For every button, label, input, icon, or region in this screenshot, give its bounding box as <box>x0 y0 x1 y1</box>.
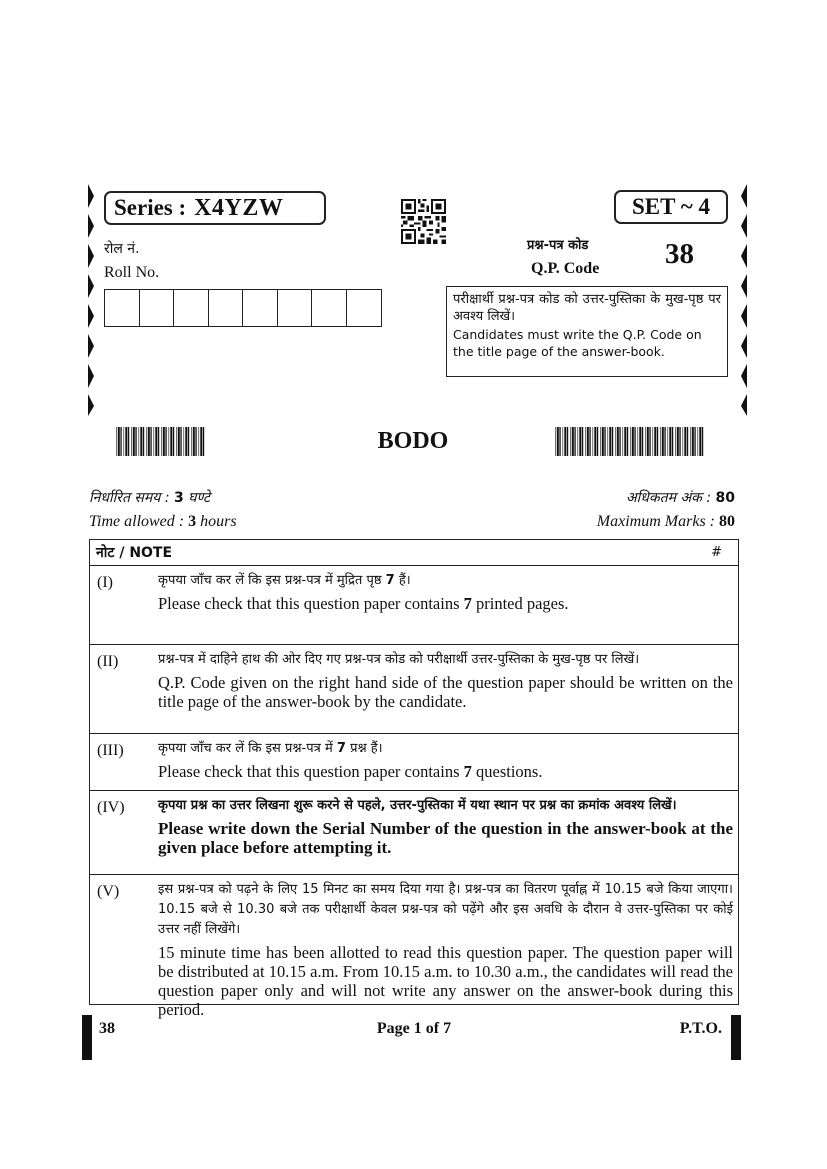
note-english-text: Please check that this question paper contains 7 questions. <box>158 762 543 781</box>
barcode-stripe <box>118 427 120 456</box>
footer-pto: P.T.O. <box>679 1020 722 1037</box>
barcode-stripe <box>597 427 598 456</box>
roll-digit-box <box>278 290 313 326</box>
barcode-stripe <box>184 427 185 456</box>
note-hindi-text: प्रश्न-पत्र में दाहिने हाथ की ओर दिए गए प्रश्न-पत्र कोड को परीक्षार्थी उत्तर-पुस्तिका के मुख-पृष्ठ पर लिखें। <box>158 652 640 667</box>
barcode-stripe <box>120 427 121 456</box>
note-english-text: 15 minute time has been allotted to read this question paper. The question paper will be distributed at 10.15 a.m. From 10.15 a.m. to 10.30 a.m., the candidates will read the question paper only and will not write any answer on the answer-book during this period. <box>158 943 733 1019</box>
note-item <box>90 645 738 734</box>
barcode-stripe <box>582 427 583 456</box>
barcode-left-icon <box>116 427 206 456</box>
barcode-stripe <box>563 427 564 456</box>
time-allowed-english: Time allowed : 3 hours <box>89 513 237 530</box>
barcode-stripe <box>660 427 661 456</box>
roll-digit-box <box>174 290 209 326</box>
barcode-stripe <box>131 427 132 456</box>
barcode-right-icon <box>555 427 705 456</box>
barcode-stripe <box>170 427 172 456</box>
barcode-stripe <box>178 427 180 456</box>
barcode-stripe <box>593 427 594 456</box>
qp-code-number: 38 <box>665 238 694 270</box>
notes-table <box>89 539 739 1019</box>
barcode-stripe <box>702 427 703 456</box>
barcode-stripe <box>649 427 650 456</box>
barcode-stripe <box>684 427 686 456</box>
qr-code-icon <box>401 199 446 244</box>
barcode-stripe <box>191 427 192 456</box>
barcode-stripe <box>619 427 620 456</box>
barcode-stripe <box>572 427 574 456</box>
barcode-stripe <box>687 427 688 456</box>
barcode-stripe <box>169 427 170 456</box>
barcode-stripe <box>630 427 631 456</box>
note-number: (III) <box>97 742 124 759</box>
maximum-marks-hindi: अधिकतम अंक : 80 <box>625 490 735 506</box>
barcode-stripe <box>589 427 590 456</box>
barcode-stripe <box>124 427 125 456</box>
barcode-stripe <box>638 427 639 456</box>
barcode-stripe <box>683 427 684 456</box>
barcode-stripe <box>125 427 127 456</box>
barcode-stripe <box>624 427 626 456</box>
note-number: (II) <box>97 653 119 670</box>
barcode-stripe <box>604 427 605 456</box>
barcode-stripe <box>555 427 556 456</box>
barcode-stripe <box>609 427 611 456</box>
barcode-stripe <box>557 427 559 456</box>
barcode-stripe <box>653 427 654 456</box>
roll-no-hindi-label: रोल नं. <box>104 241 140 257</box>
note-hindi-text: कृपया जाँच कर लें कि इस प्रश्न-पत्र में 7 प्रश्न हैं। <box>158 741 383 756</box>
qp-code-hindi-label: प्रश्न-पत्र कोड <box>527 238 589 253</box>
barcode-stripe <box>668 427 669 456</box>
barcode-stripe <box>612 427 613 456</box>
barcode-stripe <box>133 427 135 456</box>
barcode-stripe <box>679 427 680 456</box>
barcode-stripe <box>672 427 673 456</box>
barcode-stripe <box>188 427 189 456</box>
note-hindi-text: कृपया प्रश्न का उत्तर लिखना शुरू करने से पहले, उत्तर-पुस्तिका में यथा स्थान पर प्रश्न का क्रमांक अवश्य लिखें। <box>158 798 677 813</box>
barcode-stripe <box>664 427 665 456</box>
barcode-stripe <box>148 427 150 456</box>
barcode-stripe <box>570 427 571 456</box>
note-english-text: Please check that this question paper contains 7 printed pages. <box>158 594 569 613</box>
footer-right-bar <box>731 1015 741 1060</box>
barcode-stripe <box>155 427 157 456</box>
barcode-stripe <box>698 427 699 456</box>
barcode-stripe <box>647 427 649 456</box>
barcode-stripe <box>161 427 162 456</box>
barcode-stripe <box>585 427 586 456</box>
barcode-stripe <box>146 427 147 456</box>
series-label: Series : <box>114 195 187 220</box>
time-allowed-hindi: निर्धारित समय : 3 घण्टे <box>89 490 211 506</box>
barcode-stripe <box>645 427 646 456</box>
barcode-stripe <box>193 427 195 456</box>
barcode-stripe <box>608 427 609 456</box>
notes-heading: नोट / NOTE # <box>90 540 738 566</box>
barcode-stripe <box>574 427 575 456</box>
barcode-stripe <box>657 427 658 456</box>
left-registration-marks <box>86 180 96 416</box>
set-box: SET ~ 4 <box>614 190 728 224</box>
footer-left-bar <box>82 1015 92 1060</box>
roll-digit-box <box>312 290 347 326</box>
barcode-stripe <box>579 427 581 456</box>
barcode-stripe <box>587 427 589 456</box>
barcode-stripe <box>165 427 166 456</box>
barcode-stripe <box>195 427 196 456</box>
roll-digit-box <box>140 290 175 326</box>
barcode-stripe <box>135 427 136 456</box>
candidate-instruction-box <box>446 286 728 377</box>
barcode-stripe <box>559 427 560 456</box>
footer-page-number: Page 1 of 7 <box>376 1020 452 1037</box>
note-hindi-text: कृपया जाँच कर लें कि इस प्रश्न-पत्र में मुद्रित पृष्ठ 7 हैं। <box>158 573 411 588</box>
barcode-stripe <box>176 427 177 456</box>
barcode-stripe <box>627 427 628 456</box>
barcode-stripe <box>128 427 129 456</box>
barcode-stripe <box>699 427 701 456</box>
series-code: X4YZW <box>194 194 284 221</box>
roll-digit-box <box>347 290 382 326</box>
barcode-stripe <box>623 427 624 456</box>
note-number: (I) <box>97 574 113 591</box>
barcode-stripe <box>140 427 142 456</box>
barcode-stripe <box>594 427 596 456</box>
qp-code-english-label: Q.P. Code <box>531 260 600 277</box>
barcode-stripe <box>617 427 619 456</box>
barcode-stripe <box>139 427 140 456</box>
barcode-stripe <box>694 427 695 456</box>
barcode-stripe <box>669 427 671 456</box>
note-hindi-text: इस प्रश्न-पत्र को पढ़ने के लिए 15 मिनट का समय दिया गया है। प्रश्न-पत्र का वितरण पूर्वाह्न में 10.15 बजे किया जाएगा। 10.15 बजे से 10.30 बजे तक परीक्षार्थी केवल प्रश्न-पत्र को पढ़ेंगे और इस अवधि के दौरान वे उत्तर-पुस्तिका पर कोई उत्तर नहीं लिखेंगे। <box>158 882 733 937</box>
barcode-stripe <box>150 427 151 456</box>
note-item <box>90 875 738 1019</box>
barcode-stripe <box>143 427 144 456</box>
barcode-stripe <box>116 427 117 456</box>
barcode-stripe <box>203 427 204 456</box>
note-item <box>90 791 738 875</box>
barcode-stripe <box>200 427 202 456</box>
barcode-stripe <box>154 427 155 456</box>
barcode-stripe <box>564 427 566 456</box>
barcode-stripe <box>578 427 579 456</box>
roll-digit-box <box>209 290 244 326</box>
roll-number-boxes <box>104 289 382 327</box>
candidate-note-hindi: परीक्षार्थी प्रश्न-पत्र कोड को उत्तर-पुस्तिका के मुख-पृष्ठ पर अवश्य लिखें। <box>453 292 721 324</box>
note-english-text: Q.P. Code given on the right hand side of the question paper should be written on the title page of the answer-book by the candidate. <box>158 673 733 711</box>
series-box <box>104 191 326 225</box>
barcode-stripe <box>180 427 181 456</box>
barcode-stripe <box>654 427 656 456</box>
barcode-stripe <box>634 427 635 456</box>
note-number: (IV) <box>97 799 125 816</box>
candidate-note-english: Candidates must write the Q.P. Code on the title page of the answer-book. <box>453 327 702 359</box>
roll-digit-box <box>105 290 140 326</box>
footer-qp-code: 38 <box>99 1020 115 1037</box>
barcode-stripe <box>662 427 664 456</box>
roll-digit-box <box>243 290 278 326</box>
barcode-stripe <box>632 427 634 456</box>
barcode-stripe <box>692 427 694 456</box>
barcode-stripe <box>690 427 691 456</box>
barcode-stripe <box>163 427 165 456</box>
barcode-stripe <box>677 427 679 456</box>
barcode-stripe <box>173 427 174 456</box>
barcode-stripe <box>567 427 568 456</box>
right-registration-marks <box>739 180 749 416</box>
roll-no-english-label: Roll No. <box>104 264 160 281</box>
barcode-stripe <box>185 427 187 456</box>
barcode-stripe <box>675 427 676 456</box>
barcode-stripe <box>642 427 643 456</box>
note-item <box>90 734 738 791</box>
note-item <box>90 566 738 645</box>
barcode-stripe <box>158 427 159 456</box>
note-english-text: Please write down the Serial Number of the question in the answer-book at the given place before attempting it. <box>158 819 733 857</box>
note-number: (V) <box>97 883 120 900</box>
subject-title: BODO <box>377 428 449 454</box>
hash-mark: # <box>711 545 722 560</box>
barcode-stripe <box>639 427 641 456</box>
barcode-stripe <box>615 427 616 456</box>
barcode-stripe <box>602 427 604 456</box>
barcode-stripe <box>199 427 200 456</box>
maximum-marks-english: Maximum Marks : 80 <box>596 513 735 530</box>
barcode-stripe <box>600 427 601 456</box>
